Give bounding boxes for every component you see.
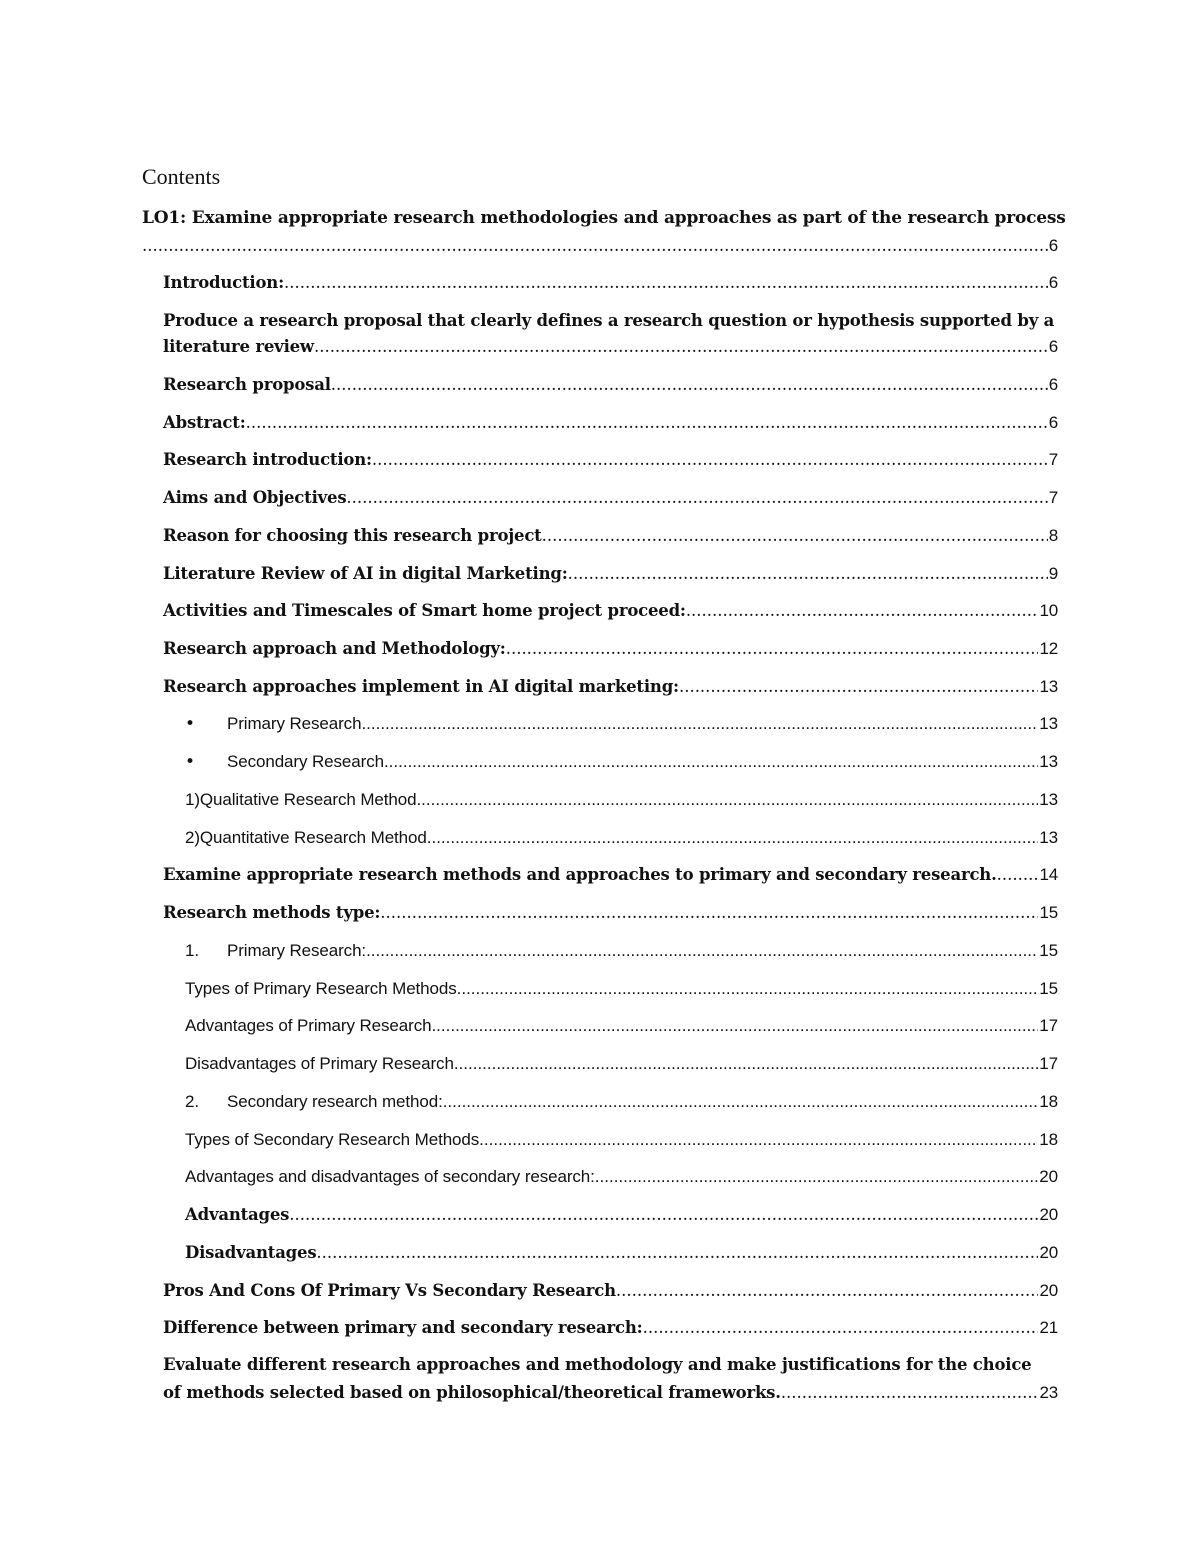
- toc-entry-label: Primary Research: [227, 714, 362, 733]
- dot-leader: [454, 1054, 1038, 1074]
- dot-leader: [384, 752, 1038, 772]
- dot-leader: [346, 488, 1047, 507]
- toc-entry-label: Primary Research:: [227, 941, 367, 960]
- toc-entry[interactable]: [163, 601, 1058, 621]
- list-number: 2.: [185, 1092, 199, 1111]
- toc-entry-label: literature review: [163, 337, 314, 356]
- toc-page-number: 10: [1039, 601, 1058, 620]
- dot-leader: [595, 1167, 1038, 1187]
- toc-entry-label: Types of Secondary Research Methods: [185, 1130, 480, 1149]
- toc-entry[interactable]: [163, 1383, 1058, 1403]
- toc-entry[interactable]: [163, 1318, 1058, 1338]
- dot-leader: [781, 1383, 1039, 1402]
- toc-entry[interactable]: [185, 1092, 1058, 1112]
- list-number: 1.: [185, 941, 199, 960]
- toc-entry-lo1[interactable]: [142, 236, 1058, 256]
- dot-leader: [679, 677, 1039, 696]
- dot-leader: [443, 1092, 1039, 1112]
- toc-entry[interactable]: [163, 639, 1058, 659]
- toc-entry-label: Types of Primary Research Methods: [185, 979, 457, 998]
- dot-leader: [479, 1130, 1038, 1150]
- toc-entry-line1: Produce a research proposal that clearly defines a research question or hypothesis supported by a: [163, 311, 1055, 330]
- toc-entry-label: Research approach and Methodology:: [163, 639, 506, 658]
- toc-entry-lo1-line1: LO1: Examine appropriate research methodologies and approaches as part of the research process: [142, 208, 1066, 228]
- toc-entry[interactable]: [163, 375, 1058, 395]
- toc-entry-line1: Evaluate different research approaches and methodology and make justifications for the choice: [163, 1355, 1032, 1374]
- dot-leader: [331, 375, 1048, 394]
- toc-page-number: 12: [1039, 639, 1058, 658]
- toc-page-number: 13: [1039, 790, 1058, 809]
- toc-entry-label: Reason for choosing this research project: [163, 526, 542, 545]
- dot-leader: [289, 1205, 1038, 1224]
- toc-entry-label: Research approaches implement in AI digital marketing:: [163, 677, 679, 696]
- toc-entry[interactable]: [163, 413, 1058, 433]
- toc-entry[interactable]: [185, 790, 1058, 810]
- toc-page-number: 7: [1048, 488, 1058, 507]
- toc-page-number: 17: [1039, 1054, 1058, 1073]
- dot-leader: [246, 413, 1048, 432]
- toc-entry[interactable]: [185, 1016, 1058, 1036]
- toc-entry-label: Advantages: [185, 1205, 290, 1224]
- toc-page-number: 18: [1039, 1130, 1058, 1149]
- dot-leader: [142, 236, 1048, 255]
- toc-page-number: 13: [1039, 752, 1058, 771]
- toc-page-number: 6: [1048, 337, 1058, 356]
- toc-page-number: 15: [1039, 979, 1058, 998]
- toc-entry-label: Disadvantages: [185, 1243, 317, 1262]
- toc-page-number: 20: [1039, 1243, 1058, 1262]
- dot-leader: [361, 714, 1038, 734]
- toc-entry-label: Secondary Research: [227, 752, 384, 771]
- dot-leader: [542, 526, 1048, 545]
- toc-entry-label: Abstract:: [163, 413, 246, 432]
- dot-leader: [616, 1281, 1039, 1300]
- toc-entry[interactable]: [185, 1130, 1058, 1150]
- dot-leader: [284, 273, 1048, 292]
- toc-entry[interactable]: [163, 488, 1058, 508]
- toc-page-number: 15: [1039, 903, 1058, 922]
- toc-entry-label: Advantages of Primary Research: [185, 1016, 432, 1035]
- toc-entry-label: 2)Quantitative Research Method: [185, 828, 427, 847]
- toc-page-number: 6: [1048, 375, 1058, 394]
- toc-entry-label: Introduction:: [163, 273, 284, 292]
- dot-leader: [380, 903, 1038, 922]
- toc-entry-label: Examine appropriate research methods and approaches to primary and secondary research.: [163, 865, 997, 884]
- toc-entry[interactable]: [185, 714, 1058, 734]
- toc-page-number: 23: [1039, 1383, 1058, 1402]
- toc-entry[interactable]: [163, 273, 1058, 293]
- toc-page-number: 21: [1039, 1318, 1058, 1337]
- toc-entry[interactable]: [185, 1205, 1058, 1225]
- dot-leader: [366, 941, 1038, 961]
- toc-page-number: 14: [1039, 865, 1058, 884]
- toc-entry[interactable]: [163, 564, 1058, 584]
- toc-entry-label: Activities and Timescales of Smart home project proceed:: [163, 601, 686, 620]
- toc-entry-label: Pros And Cons Of Primary Vs Secondary Research: [163, 1281, 616, 1300]
- toc-entry-label: Difference between primary and secondary research:: [163, 1318, 643, 1337]
- toc-page-number: 18: [1039, 1092, 1058, 1111]
- dot-leader: [427, 828, 1039, 848]
- toc-entry[interactable]: [185, 752, 1058, 772]
- toc-entry[interactable]: [185, 1054, 1058, 1074]
- toc-page-number: 6: [1048, 413, 1058, 432]
- dot-leader: [997, 865, 1039, 884]
- toc-page-number: 17: [1039, 1016, 1058, 1035]
- bullet-marker: •: [185, 714, 195, 734]
- toc-page-number: 6: [1048, 236, 1058, 255]
- dot-leader: [316, 1243, 1038, 1262]
- dot-leader: [416, 790, 1038, 810]
- toc-entry-label: Secondary research method:: [227, 1092, 443, 1111]
- toc-entry-label: Research proposal: [163, 375, 331, 394]
- dot-leader: [431, 1016, 1038, 1036]
- toc-page-number: 13: [1039, 828, 1058, 847]
- toc-entry-label: Research methods type:: [163, 903, 381, 922]
- toc-entry[interactable]: [163, 526, 1058, 546]
- dot-leader: [643, 1318, 1039, 1337]
- dot-leader: [314, 337, 1048, 356]
- toc-page-number: 20: [1039, 1205, 1058, 1224]
- toc-entry[interactable]: [163, 865, 1058, 885]
- dot-leader: [372, 450, 1048, 469]
- toc-entry-label: Aims and Objectives: [163, 488, 347, 507]
- dot-leader: [568, 564, 1048, 583]
- toc-entry-label: Disadvantages of Primary Research: [185, 1054, 454, 1073]
- toc-entry-label: 1)Qualitative Research Method: [185, 790, 417, 809]
- toc-entry[interactable]: [185, 941, 1058, 961]
- toc-page-number: 7: [1048, 450, 1058, 469]
- dot-leader: [686, 601, 1039, 620]
- toc-page-number: 20: [1039, 1167, 1058, 1186]
- toc-entry[interactable]: [185, 828, 1058, 848]
- toc-page-number: 20: [1039, 1281, 1058, 1300]
- toc-entry[interactable]: [163, 337, 1058, 357]
- dot-leader: [457, 979, 1039, 999]
- toc-entry[interactable]: [185, 1243, 1058, 1263]
- toc-entry[interactable]: [185, 1167, 1058, 1187]
- toc-entry[interactable]: [163, 903, 1058, 923]
- toc-entry[interactable]: [163, 450, 1058, 470]
- toc-entry[interactable]: [185, 979, 1058, 999]
- toc-page-number: 15: [1039, 941, 1058, 960]
- bullet-marker: •: [185, 752, 195, 772]
- toc-page-number: 8: [1048, 526, 1058, 545]
- dot-leader: [506, 639, 1039, 658]
- toc-entry[interactable]: [163, 677, 1058, 697]
- toc-entry[interactable]: [163, 1281, 1058, 1301]
- toc-page-number: 13: [1039, 677, 1058, 696]
- toc-entry-label: of methods selected based on philosophical/theoretical frameworks.: [163, 1383, 781, 1402]
- toc-heading: Contents: [142, 164, 221, 189]
- toc-page-number: 6: [1048, 273, 1058, 292]
- toc-page-number: 13: [1039, 714, 1058, 733]
- toc-page-number: 9: [1048, 564, 1058, 583]
- toc-entry-label: Research introduction:: [163, 450, 372, 469]
- toc-entry-label: Literature Review of AI in digital Marketing:: [163, 564, 568, 583]
- toc-entry-label: Advantages and disadvantages of secondary research:: [185, 1167, 595, 1186]
